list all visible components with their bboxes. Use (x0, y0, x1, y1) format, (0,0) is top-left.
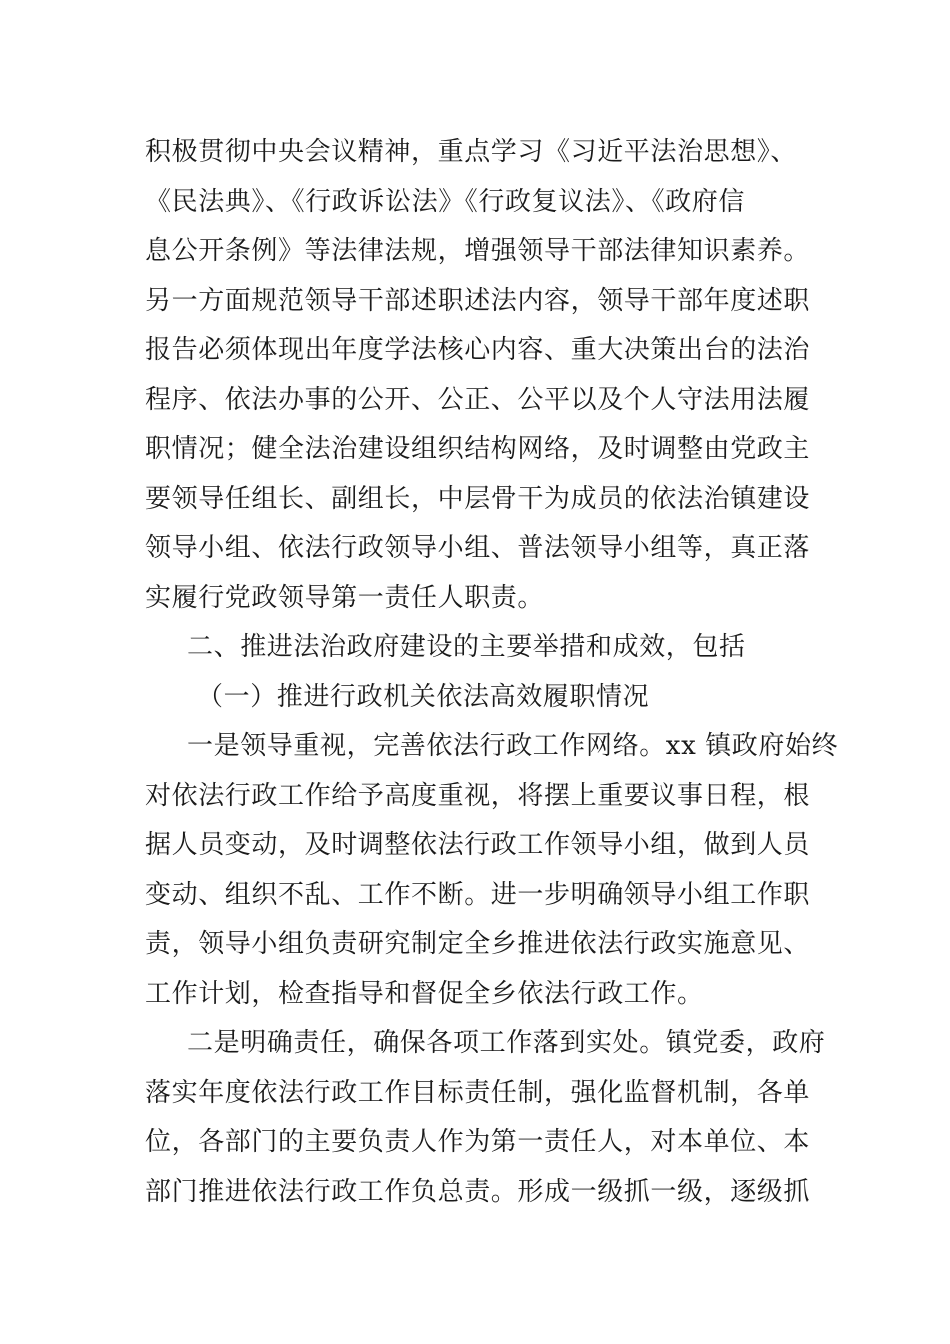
text-line: 一是领导重视，完善依法行政工作网络。xx 镇政府始终 (187, 731, 839, 761)
text-line: 工作计划，检查指导和督促全乡依法行政工作。 (145, 978, 704, 1009)
text-line: 《民法典》、《行政诉讼法》《行政复议法》、《政府信 (145, 186, 746, 217)
document-body (145, 128, 839, 1217)
text-line: 据人员变动，及时调整依法行政工作领导小组，做到人员 (145, 830, 811, 860)
text-line: 另一方面规范领导干部述职述法内容，领导干部年度述职 (145, 285, 811, 316)
paragraph-leadership-study (145, 128, 810, 623)
text-line: 对依法行政工作给予高度重视，将摆上重要议事日程，根 (145, 780, 811, 811)
text-line: 部门推进依法行政工作负总责。形成一级抓一级，逐级抓 (145, 1176, 811, 1207)
text-line: 要领导任组长、副组长，中层骨干为成员的依法治镇建设 (145, 483, 811, 514)
subsection-heading: （一）推进行政机关依法高效履职情况 (197, 681, 650, 712)
text-line: 责，领导小组负责研究制定全乡推进依法行政实施意见、 (145, 929, 811, 959)
paragraph-clear-responsibility (145, 1019, 826, 1217)
text-line: 位，各部门的主要负责人作为第一责任人，对本单位、本 (145, 1127, 811, 1157)
paragraph-leadership-attention (145, 722, 839, 1019)
text-line: 程序、依法办事的公开、公正、公平以及个人守法用法履 (145, 384, 811, 415)
section-heading: 二、推进法治政府建设的主要举措和成效，包括 (187, 632, 746, 662)
text-line: 领导小组、依法行政领导小组、普法领导小组等，真正落 (145, 533, 811, 563)
text-line: 二是明确责任，确保各项工作落到实处。镇党委，政府 (187, 1028, 826, 1058)
text-line: 报告必须体现出年度学法核心内容、重大决策出台的法治 (145, 335, 811, 365)
text-line: 职情况；健全法治建设组织结构网络，及时调整由党政主 (145, 434, 811, 464)
text-line: 息公开条例》等法律法规，增强领导干部法律知识素养。 (145, 236, 811, 266)
text-line: 实履行党政领导第一责任人职责。 (145, 582, 545, 613)
text-line: 变动、组织不乱、工作不断。进一步明确领导小组工作职 (145, 879, 811, 910)
text-line: 落实年度依法行政工作目标责任制，强化监督机制，各单 (145, 1077, 811, 1108)
text-line: 积极贯彻中央会议精神，重点学习《习近平法治思想》、 (145, 137, 798, 167)
